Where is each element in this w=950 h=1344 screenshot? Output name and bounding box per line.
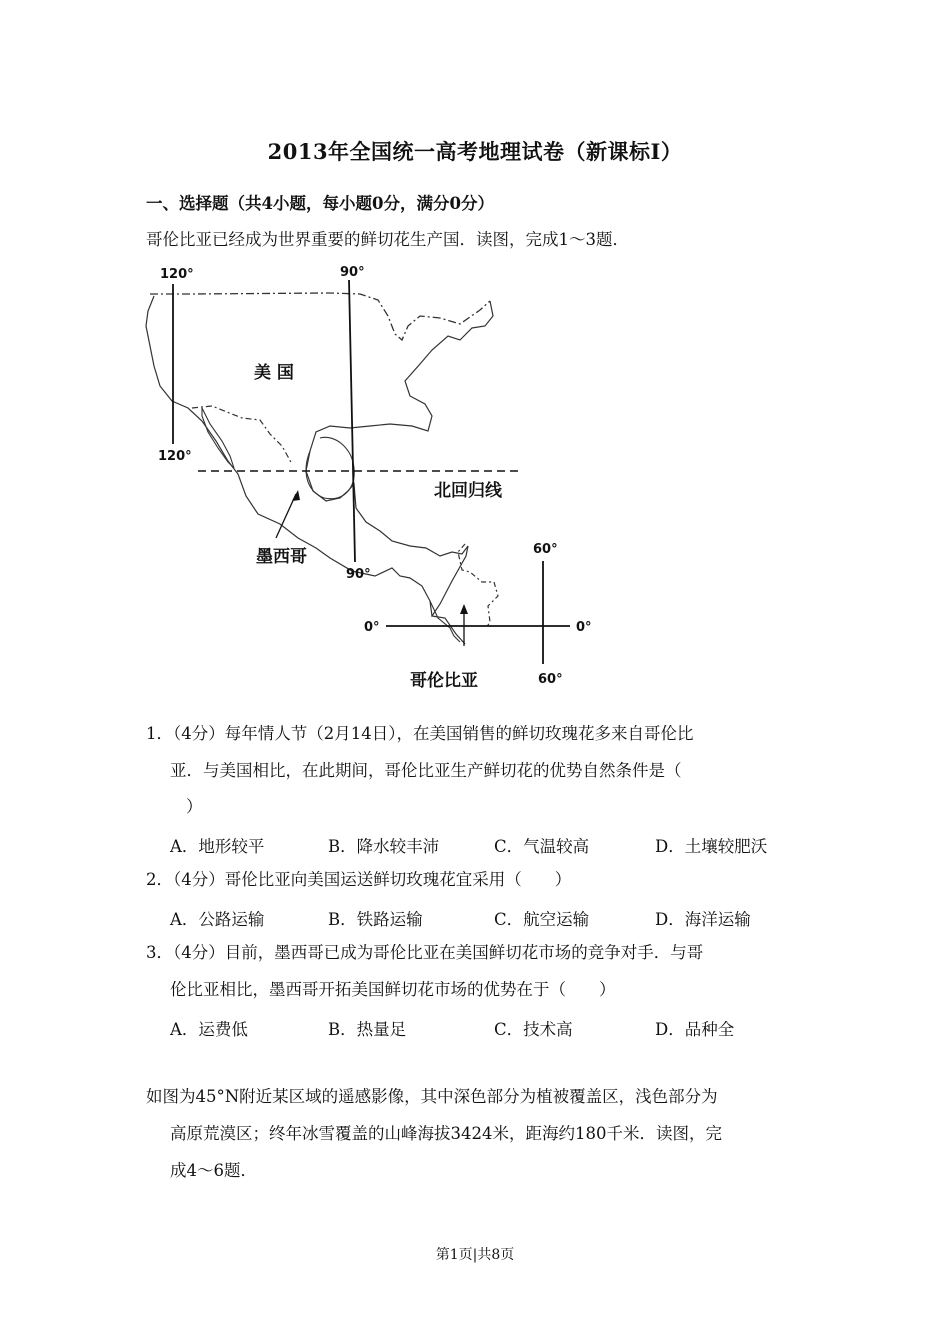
label-120-left: 120° — [158, 449, 192, 464]
page-title: 2013年全国统一高考地理试卷（新课标Ⅰ） — [267, 139, 683, 164]
label-0-left: 0° — [364, 620, 380, 635]
baja-peninsula — [202, 408, 234, 468]
q3-line1: 3．（4分）目前，墨西哥已成为哥伦比亚在美国鲜切花市场的竞争对手．与哥 — [146, 943, 704, 962]
label-mexico: 墨西哥 — [256, 547, 307, 567]
label-colombia: 哥伦比亚 — [410, 671, 478, 691]
label-90-top: 90° — [340, 265, 365, 280]
intro-text: 哥伦比亚已经成为世界重要的鲜切花生产国．读图，完成1～3题． — [146, 230, 629, 249]
gulf-coast — [306, 437, 354, 498]
east-coastline — [306, 301, 493, 644]
passage2-line1: 如图为45°N附近某区域的遥感影像，其中深色部分为植被覆盖区，浅色部分为 — [146, 1087, 718, 1106]
q2-option-a: A．公路运输 — [170, 910, 265, 929]
page-footer: 第1页|共8页 — [435, 1247, 515, 1263]
colombia-arrowhead — [460, 604, 468, 614]
label-60-top: 60° — [533, 542, 558, 557]
meridian-90 — [349, 280, 355, 562]
label-120-top: 120° — [160, 267, 194, 282]
q2-line1: 2．（4分）哥伦比亚向美国运送鲜切玫瑰花宜采用（ ） — [146, 870, 572, 889]
q3-option-d: D．品种全 — [655, 1020, 735, 1039]
q1-line2: 亚．与美国相比，在此期间，哥伦比亚生产鲜切花的优势自然条件是（ — [170, 761, 682, 780]
section-heading: 一、选择题（共4小题，每小题0分，满分0分） — [146, 194, 494, 213]
q1-line1: 1．（4分）每年情人节（2月14日），在美国销售的鲜切玫瑰花多来自哥伦比 — [146, 724, 694, 743]
q2-option-b: B．铁路运输 — [328, 910, 423, 929]
north-america-map — [130, 256, 610, 696]
us-mexico-border — [192, 406, 292, 464]
label-tropic: 北回归线 — [434, 481, 502, 501]
q1-option-b: B．降水较丰沛 — [328, 837, 440, 856]
label-usa: 美 国 — [254, 363, 294, 383]
passage2-line2: 高原荒漠区；终年冰雪覆盖的山峰海拔3424米，距海约180千米．读图，完 — [170, 1124, 722, 1143]
q1-option-d: D．土壤较肥沃 — [655, 837, 768, 856]
q3-option-c: C．技术高 — [494, 1020, 573, 1039]
q3-option-a: A．运费低 — [170, 1020, 248, 1039]
passage2-line3: 成4～6题． — [170, 1161, 257, 1180]
q1-option-a: A．地形较平 — [170, 837, 265, 856]
q3-line2: 伦比亚相比，墨西哥开拓美国鲜切花市场的优势在于（ ） — [170, 980, 616, 999]
label-0-right: 0° — [576, 620, 592, 635]
q1-line3: ） — [186, 797, 203, 816]
label-60-bottom: 60° — [538, 672, 563, 687]
mexico-arrowhead — [292, 490, 300, 501]
q1-option-c: C．气温较高 — [494, 837, 590, 856]
q2-option-c: C．航空运输 — [494, 910, 590, 929]
canada-border — [150, 293, 490, 340]
label-90-bottom: 90° — [346, 567, 371, 582]
q3-option-b: B．热量足 — [328, 1020, 407, 1039]
q2-option-d: D．海洋运输 — [655, 910, 751, 929]
south-coast — [430, 601, 460, 642]
